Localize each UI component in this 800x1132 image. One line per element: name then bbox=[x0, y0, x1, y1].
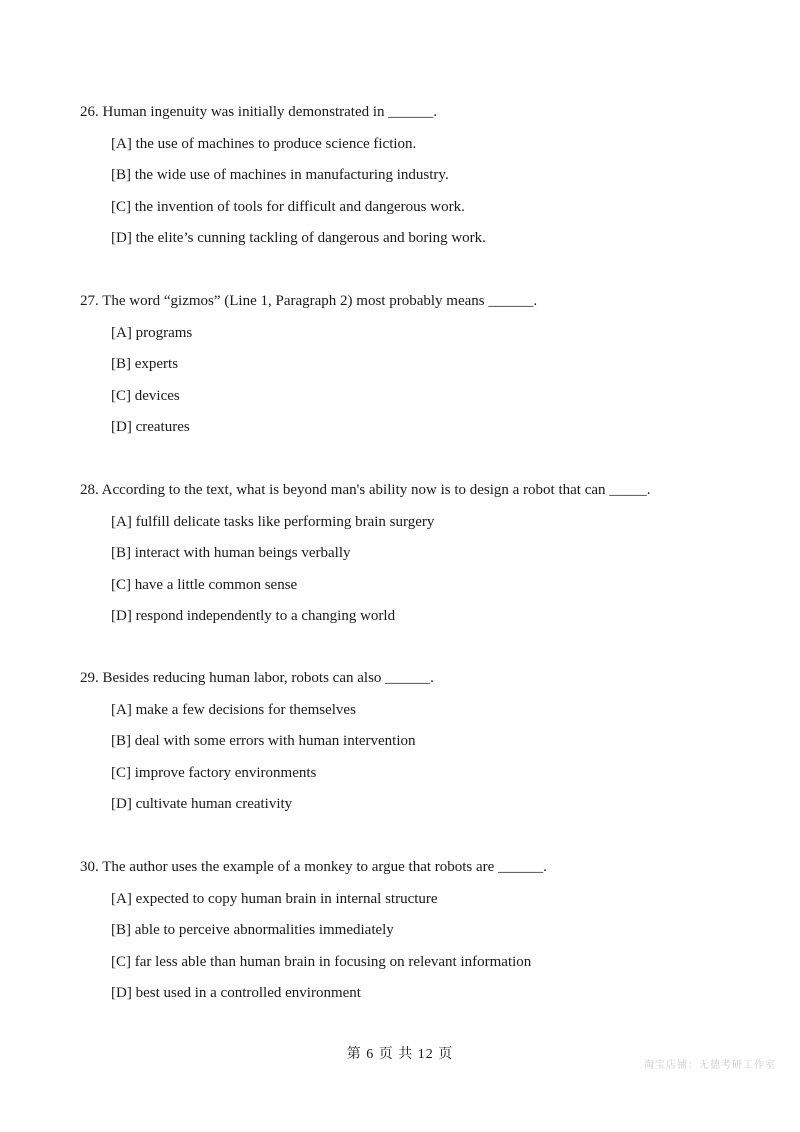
page-number-footer: 第 6 页 共 12 页 bbox=[346, 1047, 454, 1062]
options-list bbox=[80, 323, 720, 438]
question-stem: 28. According to the text, what is beyond man's ability now is to design a robot that can _____. bbox=[80, 482, 651, 498]
option-b: [B] the wide use of machines in manufacturing industry. bbox=[111, 167, 449, 183]
option-c: [C] have a little common sense bbox=[111, 576, 298, 593]
option-d: [D] respond independently to a changing world bbox=[111, 608, 396, 624]
option-b: [B] able to perceive abnormalities immediately bbox=[111, 922, 394, 938]
question-29 bbox=[80, 668, 720, 814]
option-c: [C] devices bbox=[111, 387, 180, 404]
option-a: [A] programs bbox=[111, 324, 193, 341]
option-d: [D] best used in a controlled environment bbox=[111, 985, 361, 1001]
option-a: [A] fulfill delicate tasks like performing brain surgery bbox=[111, 513, 435, 530]
option-a: [A] expected to copy human brain in internal structure bbox=[111, 890, 438, 907]
options-list bbox=[80, 512, 720, 627]
question-stem: 26. Human ingenuity was initially demonstrated in ______. bbox=[80, 104, 438, 120]
option-a: [A] the use of machines to produce science fiction. bbox=[111, 135, 417, 152]
option-b: [B] experts bbox=[111, 356, 179, 372]
option-d: [D] creatures bbox=[111, 419, 190, 435]
options-list bbox=[80, 889, 720, 1004]
question-stem: 29. Besides reducing human labor, robots can also ______. bbox=[80, 670, 434, 686]
question-stem: 27. The word “gizmos” (Line 1, Paragraph 2) most probably means ______. bbox=[80, 293, 538, 309]
question-30 bbox=[80, 857, 720, 1003]
watermark-text: 淘宝店铺：无德考研工作室 bbox=[644, 1060, 776, 1071]
options-list bbox=[80, 134, 720, 249]
option-c: [C] far less able than human brain in focusing on relevant information bbox=[111, 953, 532, 970]
option-a: [A] make a few decisions for themselves bbox=[111, 701, 356, 718]
question-28 bbox=[80, 480, 720, 626]
option-c: [C] improve factory environments bbox=[111, 764, 317, 781]
option-c: [C] the invention of tools for difficult and dangerous work. bbox=[111, 198, 465, 215]
option-b: [B] interact with human beings verbally bbox=[111, 545, 351, 561]
question-stem: 30. The author uses the example of a monkey to argue that robots are ______. bbox=[80, 859, 547, 875]
question-26 bbox=[80, 102, 720, 248]
option-d: [D] the elite’s cunning tackling of dangerous and boring work. bbox=[111, 230, 486, 246]
options-list bbox=[80, 700, 720, 815]
option-b: [B] deal with some errors with human intervention bbox=[111, 733, 416, 749]
option-d: [D] cultivate human creativity bbox=[111, 796, 293, 812]
question-27 bbox=[80, 291, 720, 437]
